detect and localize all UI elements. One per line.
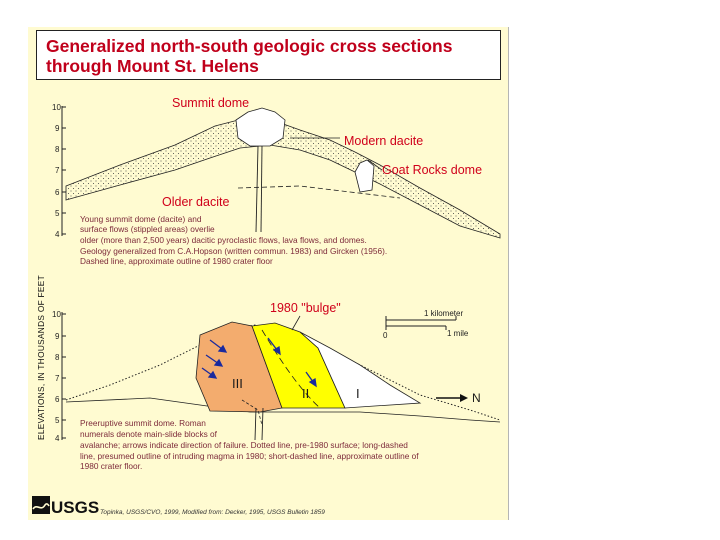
usgs-logo <box>32 496 99 517</box>
scale-mile: 1 mile <box>447 329 469 338</box>
upper-section <box>52 96 500 266</box>
conduit-line-2 <box>261 146 262 232</box>
crater-floor-outline <box>238 186 400 198</box>
summit-dome-shape <box>236 108 285 146</box>
lower-y-ticks <box>52 310 66 443</box>
lower-tick-4: 4 <box>55 434 60 443</box>
label-block-i: I <box>356 386 360 401</box>
upper-caption <box>80 214 387 266</box>
upper-tick-5: 5 <box>55 209 60 218</box>
north-arrow-head <box>460 394 468 402</box>
upper-caption-line: older (more than 2,500 years) dacitic pyroclastic flows, lava flows, and domes. <box>80 235 367 245</box>
usgs-logo-text: USGS <box>51 498 100 517</box>
upper-caption-line: Geology generalized from C.A.Hopson (written commun. 1983) and Gircken (1956). <box>80 246 388 256</box>
y-axis-label: ELEVATIONS, IN THOUSANDS OF FEET <box>36 275 46 440</box>
credit-line: Topinka, USGS/CVO, 1999, Modified from: Decker, 1995, USGS Bulletin 1859 <box>100 509 325 516</box>
scale-zero: 0 <box>383 331 388 340</box>
label-north: N <box>472 391 481 405</box>
lower-tick-10: 10 <box>52 310 61 319</box>
lower-tick-8: 8 <box>55 353 60 362</box>
upper-tick-9: 9 <box>55 124 60 133</box>
label-block-iii: III <box>232 376 243 391</box>
upper-tick-7: 7 <box>55 166 60 175</box>
lower-caption <box>80 418 419 471</box>
label-older-dacite: Older dacite <box>162 195 230 209</box>
lower-caption-line: avalanche; arrows indicate direction of failure. Dotted line, pre-1980 surface; long-dashed <box>80 440 408 450</box>
label-1980-bulge: 1980 "bulge" <box>270 301 341 315</box>
title-line-1: Generalized north-south geologic cross sections <box>46 36 453 56</box>
upper-caption-line: Dashed line, approximate outline of 1980 crater floor <box>80 256 273 266</box>
upper-tick-6: 6 <box>55 188 60 197</box>
scale-kilometer: 1 kilometer <box>424 309 464 318</box>
upper-caption-line: Young summit dome (dacite) and <box>80 214 202 224</box>
conduit-line <box>256 146 258 232</box>
bulge-leader <box>292 316 300 330</box>
lower-caption-line: line, presumed outline of intruding magma in 1980; short-dashed line, approximate outline of <box>80 451 419 461</box>
lower-caption-line: Preeruptive summit dome. Roman <box>80 418 206 428</box>
lower-conduit-2 <box>262 408 263 440</box>
upper-caption-line: surface flows (stippled areas) overlie <box>80 224 215 234</box>
title-line-2: through Mount St. Helens <box>46 56 259 76</box>
lower-tick-5: 5 <box>55 416 60 425</box>
label-summit-dome: Summit dome <box>172 96 250 110</box>
label-block-ii: II <box>302 386 310 401</box>
lower-tick-7: 7 <box>55 374 60 383</box>
scale-bar <box>383 309 469 340</box>
lower-tick-6: 6 <box>55 395 60 404</box>
upper-tick-4: 4 <box>55 230 60 239</box>
lower-section <box>52 301 500 471</box>
lower-caption-line: numerals denote main-slide blocks of <box>80 429 217 439</box>
lower-conduit <box>255 408 256 440</box>
lower-caption-line: 1980 crater floor. <box>80 461 143 471</box>
label-goat-rocks-dome: Goat Rocks dome <box>382 163 483 177</box>
lower-tick-9: 9 <box>55 332 60 341</box>
upper-y-ticks <box>52 103 66 239</box>
label-modern-dacite: Modern dacite <box>344 134 424 148</box>
upper-tick-8: 8 <box>55 145 60 154</box>
upper-tick-10: 10 <box>52 103 61 112</box>
